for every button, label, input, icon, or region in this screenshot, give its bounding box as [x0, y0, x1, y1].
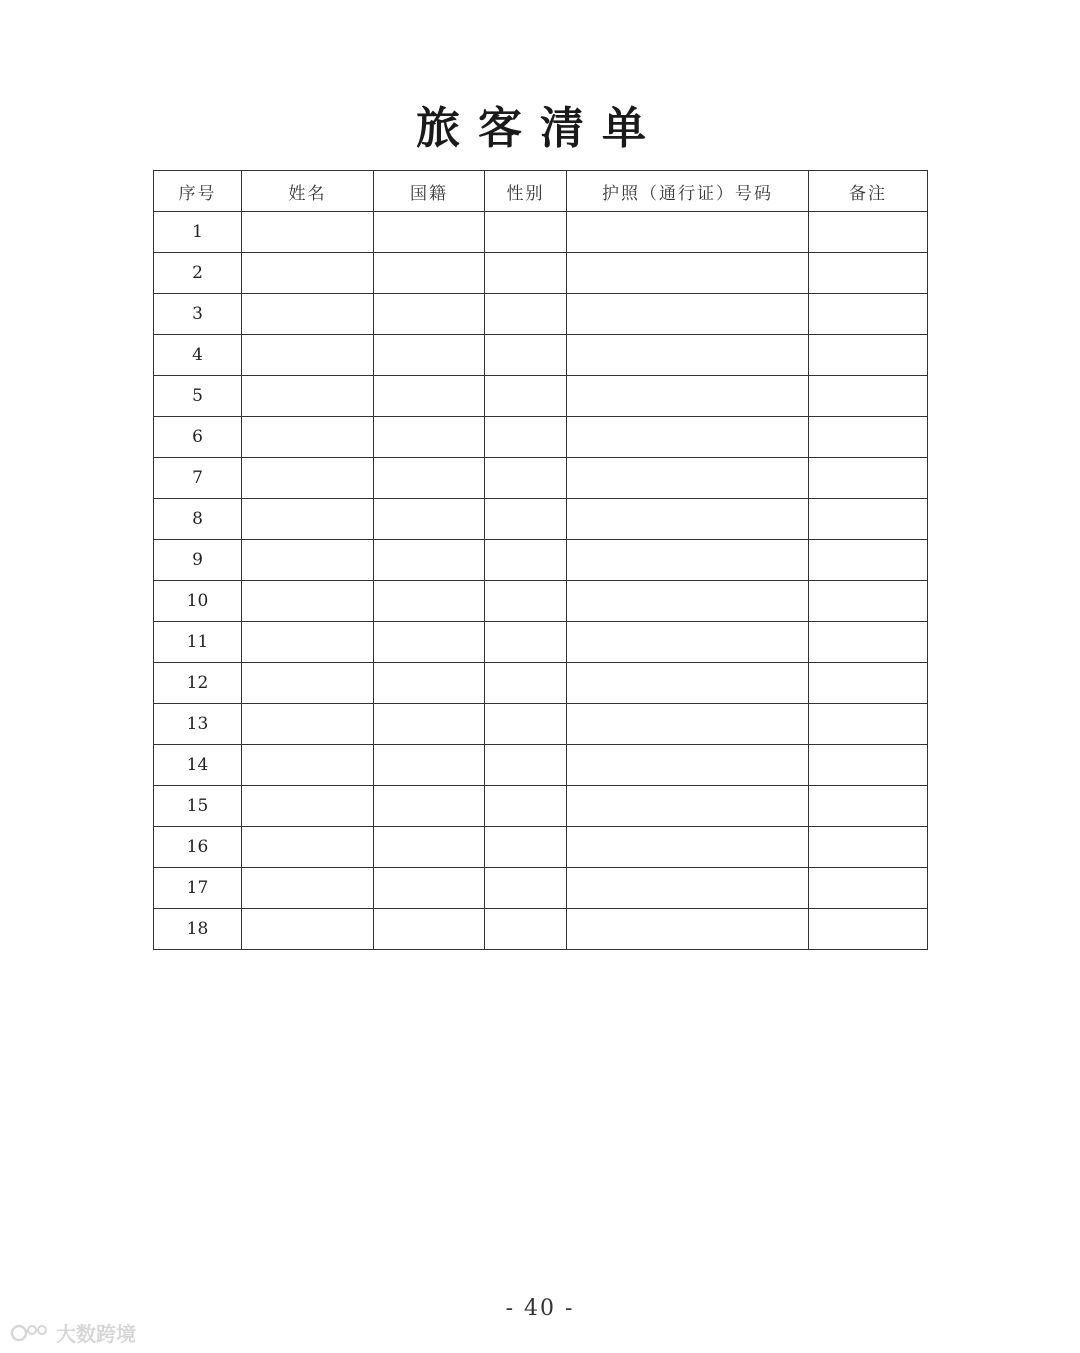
- row-index: 5: [154, 376, 242, 417]
- name-cell[interactable]: [242, 786, 374, 827]
- gender-cell[interactable]: [485, 499, 567, 540]
- passport-number-cell[interactable]: [567, 786, 809, 827]
- passport-number-cell[interactable]: [567, 458, 809, 499]
- gender-cell[interactable]: [485, 786, 567, 827]
- remarks-cell[interactable]: [809, 663, 928, 704]
- remarks-cell[interactable]: [809, 540, 928, 581]
- remarks-cell[interactable]: [809, 622, 928, 663]
- name-cell[interactable]: [242, 827, 374, 868]
- name-cell[interactable]: [242, 335, 374, 376]
- passport-number-cell[interactable]: [567, 581, 809, 622]
- nationality-cell[interactable]: [374, 581, 485, 622]
- gender-cell[interactable]: [485, 581, 567, 622]
- remarks-cell[interactable]: [809, 376, 928, 417]
- name-cell[interactable]: [242, 376, 374, 417]
- remarks-cell[interactable]: [809, 458, 928, 499]
- nationality-cell[interactable]: [374, 540, 485, 581]
- row-index: 13: [154, 704, 242, 745]
- row-index: 14: [154, 745, 242, 786]
- gender-cell[interactable]: [485, 253, 567, 294]
- nationality-cell[interactable]: [374, 622, 485, 663]
- nationality-cell[interactable]: [374, 499, 485, 540]
- remarks-cell[interactable]: [809, 704, 928, 745]
- passport-number-cell[interactable]: [567, 745, 809, 786]
- table-row: [154, 376, 928, 417]
- name-cell[interactable]: [242, 663, 374, 704]
- passport-number-cell[interactable]: [567, 294, 809, 335]
- nationality-cell[interactable]: [374, 253, 485, 294]
- gender-cell[interactable]: [485, 745, 567, 786]
- nationality-cell[interactable]: [374, 745, 485, 786]
- table-row: [154, 294, 928, 335]
- row-index: 15: [154, 786, 242, 827]
- passport-number-cell[interactable]: [567, 540, 809, 581]
- name-cell[interactable]: [242, 581, 374, 622]
- nationality-cell[interactable]: [374, 458, 485, 499]
- row-index: 3: [154, 294, 242, 335]
- passport-number-cell[interactable]: [567, 868, 809, 909]
- remarks-cell[interactable]: [809, 294, 928, 335]
- name-cell[interactable]: [242, 540, 374, 581]
- table-row: [154, 458, 928, 499]
- table-row: [154, 335, 928, 376]
- nationality-cell[interactable]: [374, 376, 485, 417]
- table-row: [154, 212, 928, 253]
- table-row: [154, 540, 928, 581]
- table-row: [154, 417, 928, 458]
- traveler-list-table: [153, 170, 928, 950]
- brand-logo-icon: [10, 1322, 50, 1344]
- table-row: [154, 253, 928, 294]
- passport-number-cell[interactable]: [567, 909, 809, 950]
- row-index: 4: [154, 335, 242, 376]
- row-index: 1: [154, 212, 242, 253]
- gender-cell[interactable]: [485, 868, 567, 909]
- passport-number-cell[interactable]: [567, 212, 809, 253]
- gender-cell[interactable]: [485, 622, 567, 663]
- row-index: 6: [154, 417, 242, 458]
- passport-number-cell[interactable]: [567, 622, 809, 663]
- gender-cell[interactable]: [485, 458, 567, 499]
- table-row: [154, 745, 928, 786]
- header-passport-number: 护照（通行证）号码: [567, 171, 809, 212]
- name-cell[interactable]: [242, 417, 374, 458]
- gender-cell[interactable]: [485, 827, 567, 868]
- header-nationality: 国籍: [374, 171, 485, 212]
- page-title: 旅客清单: [416, 103, 664, 154]
- name-cell[interactable]: [242, 909, 374, 950]
- row-index: 16: [154, 827, 242, 868]
- header-index: 序号: [154, 171, 242, 212]
- name-cell[interactable]: [242, 253, 374, 294]
- table-row: [154, 868, 928, 909]
- nationality-cell[interactable]: [374, 294, 485, 335]
- nationality-cell[interactable]: [374, 827, 485, 868]
- name-cell[interactable]: [242, 294, 374, 335]
- passport-number-cell[interactable]: [567, 335, 809, 376]
- name-cell[interactable]: [242, 622, 374, 663]
- row-index: 2: [154, 253, 242, 294]
- remarks-cell[interactable]: [809, 827, 928, 868]
- name-cell[interactable]: [242, 458, 374, 499]
- watermark-text: 大数跨境: [56, 1322, 136, 1346]
- nationality-cell[interactable]: [374, 335, 485, 376]
- remarks-cell[interactable]: [809, 499, 928, 540]
- passport-number-cell[interactable]: [567, 704, 809, 745]
- name-cell[interactable]: [242, 745, 374, 786]
- gender-cell[interactable]: [485, 212, 567, 253]
- name-cell[interactable]: [242, 868, 374, 909]
- remarks-cell[interactable]: [809, 786, 928, 827]
- name-cell[interactable]: [242, 499, 374, 540]
- row-index: 17: [154, 868, 242, 909]
- passport-number-cell[interactable]: [567, 376, 809, 417]
- passport-number-cell[interactable]: [567, 827, 809, 868]
- nationality-cell[interactable]: [374, 212, 485, 253]
- page-number: - 40 -: [505, 1296, 575, 1321]
- nationality-cell[interactable]: [374, 909, 485, 950]
- remarks-cell[interactable]: [809, 253, 928, 294]
- row-index: 10: [154, 581, 242, 622]
- table-header-row: [154, 171, 928, 212]
- header-remarks: 备注: [809, 171, 928, 212]
- table-row: [154, 909, 928, 950]
- gender-cell[interactable]: [485, 704, 567, 745]
- remarks-cell[interactable]: [809, 212, 928, 253]
- remarks-cell[interactable]: [809, 909, 928, 950]
- table-row: [154, 827, 928, 868]
- nationality-cell[interactable]: [374, 868, 485, 909]
- nationality-cell[interactable]: [374, 417, 485, 458]
- header-name: 姓名: [242, 171, 374, 212]
- nationality-cell[interactable]: [374, 786, 485, 827]
- remarks-cell[interactable]: [809, 335, 928, 376]
- name-cell[interactable]: [242, 212, 374, 253]
- gender-cell[interactable]: [485, 540, 567, 581]
- row-index: 11: [154, 622, 242, 663]
- gender-cell[interactable]: [485, 909, 567, 950]
- nationality-cell[interactable]: [374, 663, 485, 704]
- table-row: [154, 499, 928, 540]
- remarks-cell[interactable]: [809, 745, 928, 786]
- row-index: 7: [154, 458, 242, 499]
- row-index: 18: [154, 909, 242, 950]
- nationality-cell[interactable]: [374, 704, 485, 745]
- table-row: [154, 622, 928, 663]
- row-index: 12: [154, 663, 242, 704]
- row-index: 9: [154, 540, 242, 581]
- table-row: [154, 786, 928, 827]
- gender-cell[interactable]: [485, 335, 567, 376]
- remarks-cell[interactable]: [809, 417, 928, 458]
- passport-number-cell[interactable]: [567, 499, 809, 540]
- passport-number-cell[interactable]: [567, 663, 809, 704]
- name-cell[interactable]: [242, 704, 374, 745]
- passport-number-cell[interactable]: [567, 253, 809, 294]
- gender-cell[interactable]: [485, 294, 567, 335]
- header-gender: 性别: [485, 171, 567, 212]
- remarks-cell[interactable]: [809, 868, 928, 909]
- remarks-cell[interactable]: [809, 581, 928, 622]
- gender-cell[interactable]: [485, 417, 567, 458]
- gender-cell[interactable]: [485, 663, 567, 704]
- watermark: [10, 1318, 136, 1347]
- passport-number-cell[interactable]: [567, 417, 809, 458]
- row-index: 8: [154, 499, 242, 540]
- table-row: [154, 663, 928, 704]
- table-row: [154, 704, 928, 745]
- gender-cell[interactable]: [485, 376, 567, 417]
- table-row: [154, 581, 928, 622]
